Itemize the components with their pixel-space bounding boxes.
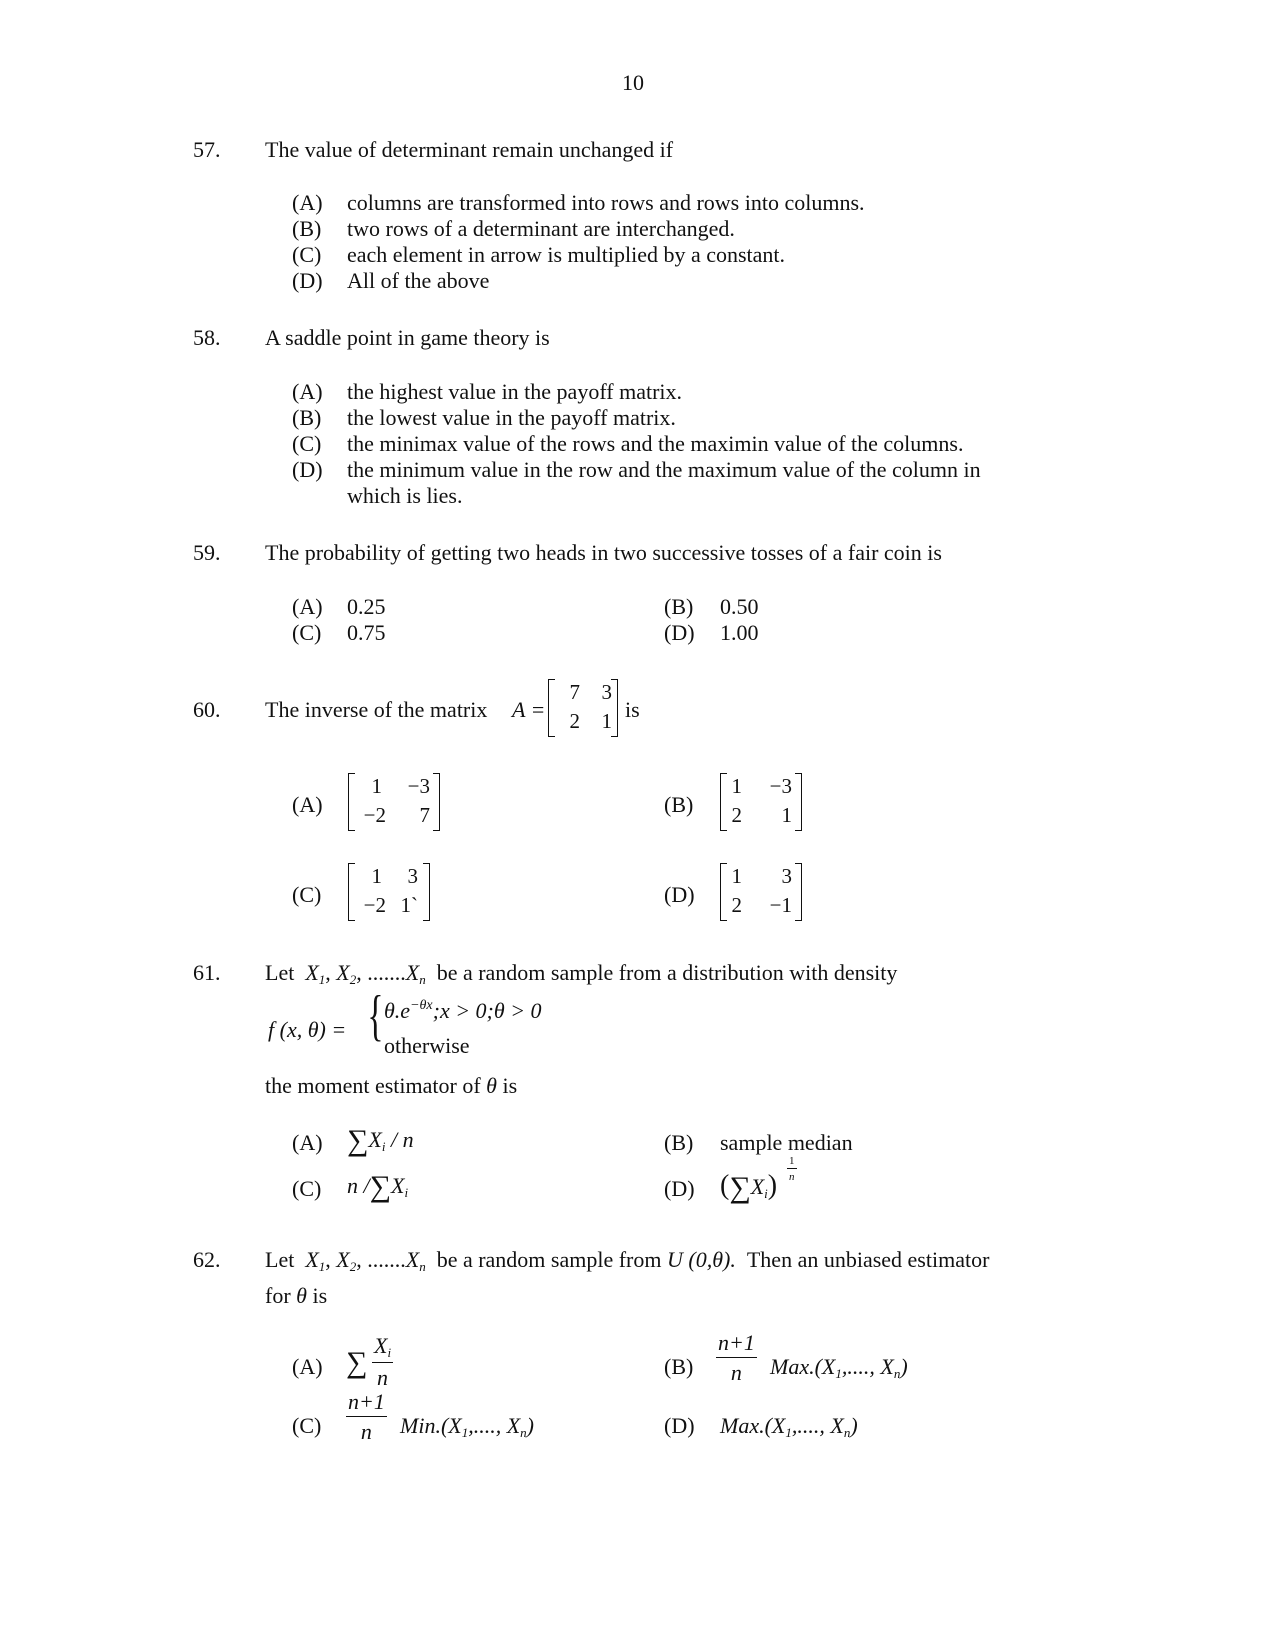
- matrix-cell: −3: [769, 774, 792, 798]
- option-label: (D): [292, 268, 323, 293]
- matrix-cell: 3: [601, 680, 612, 704]
- matrix-cell: 7: [419, 803, 430, 827]
- question-stem-line3: the moment estimator of θ is: [265, 1073, 518, 1098]
- option-label: (B): [292, 405, 322, 430]
- option-label: (C): [292, 242, 322, 267]
- option-label: (A): [292, 1354, 323, 1379]
- option-label: (A): [292, 594, 323, 619]
- density-case-1: $\theta.e^{-\theta x};x$ > 0;θ > 0: [384, 998, 542, 1023]
- option-text-continued: which is lies.: [347, 483, 463, 508]
- matrix-cell: 3: [781, 864, 792, 888]
- option-matrix: [348, 863, 430, 921]
- option-label: (D): [664, 1413, 695, 1438]
- density-lhs: f (x, θ) =: [268, 1017, 347, 1042]
- matrix-cell: 3: [407, 864, 418, 888]
- option-label: (A): [292, 1130, 323, 1155]
- option-fraction: $\frac{X_i}{n}$: [374, 1333, 392, 1390]
- question-number: 59.: [193, 540, 221, 565]
- density-case-2: otherwise: [384, 1033, 470, 1058]
- option-text: sample median: [720, 1130, 853, 1155]
- option-text: the minimum value in the row and the maximum value of the column in: [347, 457, 981, 482]
- option-label: (A): [292, 792, 323, 817]
- question-number: 58.: [193, 325, 221, 350]
- question-stem: The value of determinant remain unchanged if: [265, 137, 674, 162]
- matrix-cell: 2: [731, 803, 742, 827]
- option-text: 1.00: [720, 620, 759, 645]
- question-stem-line2: for θ is: [265, 1283, 328, 1308]
- matrix-cell: 1`: [400, 893, 418, 917]
- option-label: (C): [292, 431, 322, 456]
- option-formula: $Max.(X_1$,...., $X_n$): [720, 1413, 858, 1440]
- option-text: the lowest value in the payoff matrix.: [347, 405, 676, 430]
- matrix-cell: −2: [363, 893, 386, 917]
- option-matrix: [348, 773, 440, 831]
- option-formula: $\sum X_i$ / n: [347, 1124, 414, 1157]
- option-fraction: $\frac{n+1}{n}$: [348, 1389, 385, 1444]
- option-text: All of the above: [347, 268, 490, 293]
- option-label: (C): [292, 620, 322, 645]
- option-text: 0.50: [720, 594, 759, 619]
- option-matrix: [720, 863, 802, 921]
- option-label: (B): [292, 216, 322, 241]
- question-number: 60.: [193, 697, 221, 722]
- question-stem-end: is: [625, 697, 640, 722]
- option-formula: $(\sum X_i)$: [720, 1170, 778, 1204]
- option-text: 0.25: [347, 594, 386, 619]
- option-label: (A): [292, 190, 323, 215]
- option-text: 0.75: [347, 620, 386, 645]
- matrix-cell: 1: [371, 864, 382, 888]
- option-formula: $Max.(X_1$,...., $X_n$): [770, 1354, 908, 1381]
- question-stem: The inverse of the matrix: [265, 697, 488, 722]
- option-label: (C): [292, 1176, 322, 1201]
- question-number: 57.: [193, 137, 221, 162]
- matrix-a: [548, 679, 618, 737]
- option-text: the highest value in the payoff matrix.: [347, 379, 683, 404]
- matrix-cell: 1: [371, 774, 382, 798]
- option-fraction: $\frac{n+1}{n}$: [718, 1330, 755, 1385]
- question-number: 62.: [193, 1247, 221, 1272]
- matrix-cell: 2: [731, 893, 742, 917]
- matrix-cell: −1: [769, 893, 792, 917]
- option-formula: $Min.(X_1$,...., $X_n$): [400, 1413, 534, 1440]
- matrix-cell: 1: [731, 774, 742, 798]
- question-stem-line1: Let $X_1$, $X_2$, $.......X_n$ be a random sample from a distribution with density: [265, 960, 898, 987]
- question-number: 61.: [193, 960, 221, 985]
- matrix-cell: 7: [569, 680, 580, 704]
- page-number: 10: [622, 70, 644, 95]
- matrix-cell: −3: [407, 774, 430, 798]
- brace: {: [367, 985, 384, 1047]
- option-label: (D): [292, 457, 323, 482]
- option-matrix: [720, 773, 802, 831]
- option-label: (B): [664, 1130, 694, 1155]
- matrix-cell: −2: [363, 803, 386, 827]
- option-text: two rows of a determinant are interchanged.: [347, 216, 735, 241]
- option-formula: n $/\sum X_i$: [347, 1170, 409, 1203]
- option-label: (B): [664, 594, 694, 619]
- option-text: each element in arrow is multiplied by a constant.: [347, 242, 786, 267]
- exponent-fraction: $\frac{1}{n}$: [789, 1155, 795, 1183]
- option-label: (B): [664, 1354, 694, 1379]
- matrix-cell: 1: [781, 803, 792, 827]
- option-label: (D): [664, 882, 695, 907]
- option-label: (B): [664, 792, 694, 817]
- matrix-label: A =: [512, 697, 546, 722]
- option-text: the minimax value of the rows and the maximin value of the columns.: [347, 431, 964, 456]
- option-label: (C): [292, 882, 322, 907]
- option-label: (D): [664, 620, 695, 645]
- matrix-cell: 1: [731, 864, 742, 888]
- matrix-cell: 2: [569, 709, 580, 733]
- question-stem: A saddle point in game theory is: [265, 325, 550, 350]
- sigma-icon: ∑: [346, 1346, 368, 1379]
- option-label: (D): [664, 1176, 695, 1201]
- option-text: columns are transformed into rows and rows into columns.: [347, 190, 865, 215]
- option-label: (A): [292, 379, 323, 404]
- question-stem-line1: Let $X_1$, $X_2$, $.......X_n$ be a random sample from U (0,θ). Then an unbiased estimator: [265, 1247, 990, 1274]
- matrix-cell: 1: [601, 709, 612, 733]
- question-stem: The probability of getting two heads in two successive tosses of a fair coin is: [265, 540, 942, 565]
- option-label: (C): [292, 1413, 322, 1438]
